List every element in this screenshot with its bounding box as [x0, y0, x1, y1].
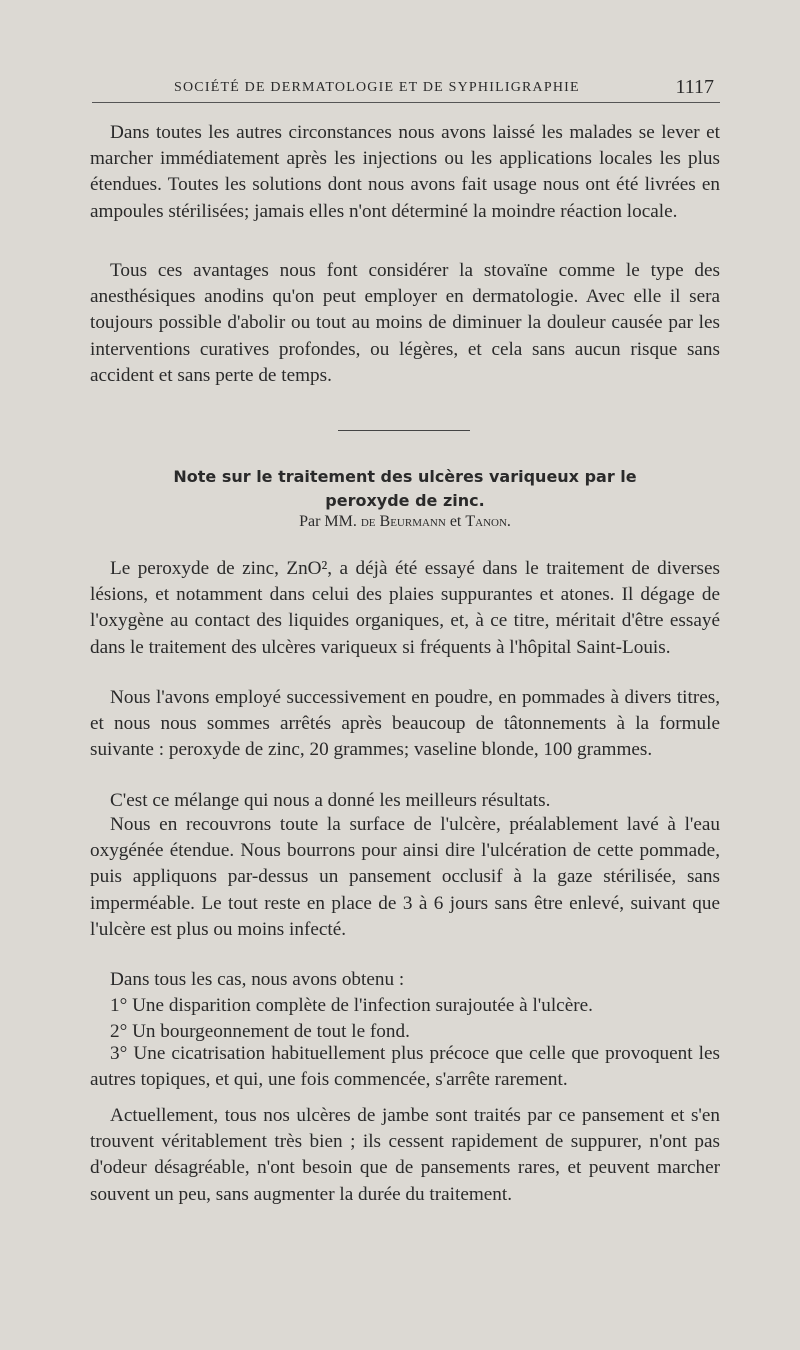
- result-item-3: [90, 1041, 720, 1093]
- paragraph-text: Nous l'avons employé successivement en poudre, en pommades à divers titres, et nous nous sommes arrêtés après beaucoup de tâtonnements à la formule suivante : peroxyde de zinc, 20 grammes; vaseline blonde, 100 grammes.: [90, 687, 720, 761]
- paragraph-text: Nous en recouvrons toute la surface de l'ulcère, préalablement lavé à l'eau oxygénée étendue. Nous bourrons pour ainsi dire l'ulcération de cette pommade, puis appliquons par-dessus un pansement occlusif à la gaze stérilisée, sans imperméable. Le tout reste en place de 3 à 6 jours sans être enlevé, suivant que l'ulcère est plus ou moins infecté.: [90, 814, 720, 940]
- paragraph-text: Tous ces avantages nous font considérer la stovaïne comme le type des anesthésiques anodins qu'on peut employer en dermatologie. Avec elle il sera toujours possible d'abolir ou tout au moins de diminuer la douleur causée par les interventions curatives profondes, ou légères, et cela sans aucun risque sans accident et sans perte de temps.: [90, 260, 720, 386]
- author-1: de Beurmann: [360, 513, 446, 530]
- author-2: Tanon.: [465, 513, 511, 530]
- authors-prefix: Par MM.: [299, 513, 357, 530]
- running-title: SOCIÉTÉ DE DERMATOLOGIE ET DE SYPHILIGRAPHIE: [174, 80, 580, 95]
- article-paragraph: [90, 1103, 720, 1208]
- paragraph-text: Le peroxyde de zinc, ZnO², a déjà été essayé dans le traitement de diverses lésions, et notamment dans celui des plaies suppurantes et atones. Il dégage de l'oxygène au contact des liquides organiques, et, à ce titre, méritait d'être essayé dans le traitement des ulcères variqueux si fréquents à l'hôpital Saint-Louis.: [90, 558, 720, 658]
- paragraph-text: 2° Un bourgeonnement de tout le fond.: [110, 1021, 410, 1042]
- article-paragraph: [90, 556, 720, 661]
- continued-paragraph-2: [90, 258, 720, 389]
- authors-joiner: et: [449, 513, 462, 530]
- continued-paragraph-1: [90, 120, 720, 225]
- result-item-1: [90, 993, 720, 1019]
- paragraph-text: C'est ce mélange qui nous a donné les meilleurs résultats.: [110, 790, 551, 811]
- paragraph-text: Actuellement, tous nos ulcères de jambe sont traités par ce pansement et s'en trouvent véritablement très bien ; ils cessent rapidement de suppurer, n'ont pas d'odeur désagréable, n'ont besoin que de pansements rares, et peuvent marcher souvent un peu, sans augmenter la durée du traitement.: [90, 1105, 720, 1205]
- article-title: Note sur le traitement des ulcères variqueux par le peroxyde de zinc.: [173, 467, 637, 510]
- article-paragraph: [90, 812, 720, 943]
- running-header: [92, 74, 720, 103]
- article-paragraph: [90, 685, 720, 764]
- paragraph-text: Dans tous les cas, nous avons obtenu :: [110, 969, 405, 990]
- page-number: 1117: [675, 76, 714, 98]
- article-paragraph: [90, 788, 720, 814]
- paragraph-text: Dans toutes les autres circonstances nous avons laissé les malades se lever et marcher immédiatement après les injections ou les applications locales les plus étendues. Toutes les solutions dont nous avons fait usage nous ont été livrées en ampoules stérilisées; jamais elles n'ont déterminé la moindre réaction locale.: [90, 122, 720, 222]
- article-paragraph: [90, 967, 720, 993]
- section-divider: [338, 430, 470, 431]
- paragraph-text: 1° Une disparition complète de l'infection surajoutée à l'ulcère.: [110, 995, 593, 1016]
- paragraph-text: 3° Une cicatrisation habituellement plus précoce que celle que provoquent les autres topiques, et qui, une fois commencée, s'arrête rarement.: [90, 1043, 720, 1091]
- article-authors: [140, 513, 670, 531]
